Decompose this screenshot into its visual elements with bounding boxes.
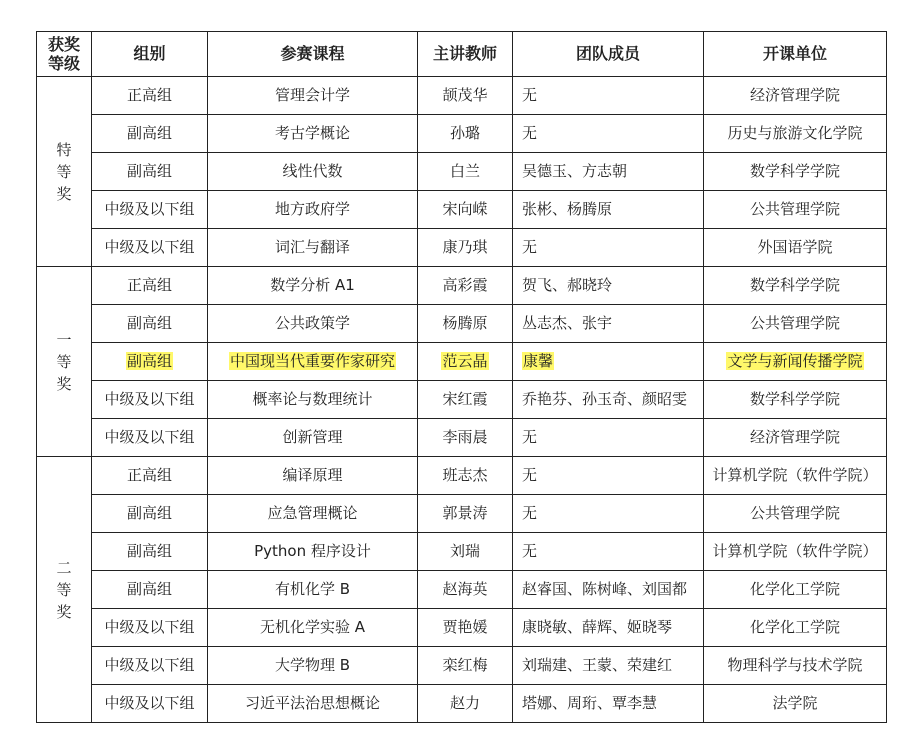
group-cell-text: 正高组	[126, 275, 172, 294]
course-cell-text: 创新管理	[282, 427, 343, 446]
unit-cell-text: 经济管理学院	[749, 85, 840, 104]
teacher-cell-text: 孙璐	[449, 123, 480, 142]
group-cell	[92, 419, 208, 457]
award-level-char: 特	[56, 140, 72, 159]
group-cell-text: 中级及以下组	[104, 617, 195, 636]
course-cell-text: 编译原理	[282, 465, 343, 484]
unit-cell	[704, 457, 887, 495]
group-cell-text: 副高组	[126, 541, 172, 560]
header-team: 团队成员	[513, 32, 704, 77]
group-cell	[92, 685, 208, 723]
team-cell	[513, 191, 704, 229]
team-cell	[513, 495, 704, 533]
unit-cell-text: 物理科学与技术学院	[727, 655, 863, 674]
teacher-cell	[418, 457, 513, 495]
course-cell	[208, 77, 418, 115]
teacher-cell	[418, 191, 513, 229]
group-cell-text: 副高组	[126, 313, 172, 332]
group-cell-text: 中级及以下组	[104, 199, 195, 218]
team-cell	[513, 115, 704, 153]
unit-cell	[704, 533, 887, 571]
teacher-cell-text: 赵海英	[442, 579, 488, 598]
teacher-cell-text: 宋红霞	[442, 389, 488, 408]
team-cell	[513, 343, 704, 381]
team-cell-text: 无	[522, 541, 538, 560]
table-row	[37, 267, 887, 305]
table-row	[37, 115, 887, 153]
course-cell	[208, 381, 418, 419]
unit-cell-text: 数学科学学院	[749, 275, 840, 294]
course-cell	[208, 305, 418, 343]
team-cell	[513, 305, 704, 343]
group-cell-text: 副高组	[126, 161, 172, 180]
unit-cell-text: 经济管理学院	[749, 427, 840, 446]
course-cell-text: 中国现当代重要作家研究	[229, 351, 395, 370]
team-cell-text: 无	[522, 237, 538, 256]
course-cell-text: 数学分析 A1	[270, 275, 355, 294]
teacher-cell	[418, 77, 513, 115]
unit-cell-text: 法学院	[772, 693, 818, 712]
group-cell-text: 中级及以下组	[104, 427, 195, 446]
team-cell	[513, 229, 704, 267]
teacher-cell-text: 宋向嵘	[442, 199, 488, 218]
award-level-char: 奖	[56, 602, 72, 621]
teacher-cell	[418, 495, 513, 533]
team-cell-text: 乔艳芬、孙玉奇、颜昭雯	[522, 389, 688, 408]
team-cell-text: 无	[522, 427, 538, 446]
header-level-line2: 等级	[47, 54, 80, 73]
teacher-cell-text: 赵力	[449, 693, 480, 712]
header-level	[37, 32, 92, 77]
group-cell	[92, 533, 208, 571]
unit-cell-text: 化学化工学院	[749, 579, 840, 598]
course-cell-text: 无机化学实验 A	[259, 617, 366, 636]
team-cell	[513, 153, 704, 191]
course-cell-text: 管理会计学	[274, 85, 350, 104]
team-cell	[513, 647, 704, 685]
table-row	[37, 647, 887, 685]
course-cell	[208, 229, 418, 267]
team-cell-text: 塔娜、周珩、覃李慧	[522, 693, 658, 712]
team-cell-text: 康晓敏、薛辉、姬晓琴	[522, 617, 673, 636]
unit-cell-text: 化学化工学院	[749, 617, 840, 636]
teacher-cell-text: 康乃琪	[442, 237, 488, 256]
teacher-cell	[418, 571, 513, 609]
group-cell	[92, 115, 208, 153]
team-cell	[513, 419, 704, 457]
teacher-cell	[418, 419, 513, 457]
unit-cell	[704, 571, 887, 609]
teacher-cell	[418, 115, 513, 153]
award-level-char: 二	[56, 558, 72, 577]
course-cell-text: 应急管理概论	[267, 503, 358, 522]
teacher-cell-text: 栾红梅	[442, 655, 488, 674]
header-group: 组别	[92, 32, 208, 77]
unit-cell	[704, 115, 887, 153]
teacher-cell	[418, 685, 513, 723]
table-row	[37, 495, 887, 533]
teacher-cell-text: 郭景涛	[442, 503, 488, 522]
group-cell-text: 中级及以下组	[104, 389, 195, 408]
team-cell-text: 赵睿国、陈树峰、刘国都	[522, 579, 688, 598]
unit-cell	[704, 305, 887, 343]
team-cell-text: 丛志杰、张宇	[522, 313, 613, 332]
teacher-cell-text: 杨腾原	[442, 313, 488, 332]
unit-cell-text: 公共管理学院	[749, 313, 840, 332]
course-cell	[208, 457, 418, 495]
teacher-cell	[418, 305, 513, 343]
group-cell-text: 副高组	[126, 123, 172, 142]
course-cell-text: 有机化学 B	[274, 579, 351, 598]
course-cell	[208, 685, 418, 723]
award-level-char: 一	[56, 330, 72, 349]
header-row	[37, 32, 887, 77]
unit-cell	[704, 609, 887, 647]
group-cell-text: 副高组	[126, 351, 172, 370]
group-cell	[92, 609, 208, 647]
header-course: 参赛课程	[208, 32, 418, 77]
group-cell-text: 副高组	[126, 503, 172, 522]
table-row	[37, 305, 887, 343]
award-level-char: 奖	[56, 374, 72, 393]
group-cell	[92, 457, 208, 495]
unit-cell	[704, 685, 887, 723]
unit-cell	[704, 153, 887, 191]
unit-cell-text: 数学科学学院	[749, 161, 840, 180]
course-cell	[208, 495, 418, 533]
course-cell	[208, 115, 418, 153]
unit-cell-text: 计算机学院（软件学院）	[712, 465, 878, 484]
award-level-char: 等	[56, 580, 72, 599]
unit-cell-text: 计算机学院（软件学院）	[712, 541, 878, 560]
teacher-cell	[418, 609, 513, 647]
course-cell	[208, 571, 418, 609]
group-cell	[92, 305, 208, 343]
team-cell-text: 康馨	[523, 351, 554, 370]
header-unit: 开课单位	[704, 32, 887, 77]
group-cell	[92, 191, 208, 229]
teacher-cell	[418, 343, 513, 381]
table-row	[37, 457, 887, 495]
group-cell-text: 中级及以下组	[104, 237, 195, 256]
teacher-cell-text: 李雨晨	[442, 427, 488, 446]
unit-cell	[704, 495, 887, 533]
award-level-char: 奖	[56, 184, 72, 203]
group-cell	[92, 495, 208, 533]
course-cell-text: 词汇与翻译	[274, 237, 350, 256]
table-row	[37, 685, 887, 723]
course-cell	[208, 267, 418, 305]
team-cell-text: 张彬、杨腾原	[522, 199, 613, 218]
group-cell	[92, 381, 208, 419]
course-cell	[208, 419, 418, 457]
team-cell	[513, 609, 704, 647]
teacher-cell-text: 范云晶	[442, 351, 488, 370]
award-level-char: 等	[56, 162, 72, 181]
group-cell	[92, 571, 208, 609]
course-cell-text: 线性代数	[282, 161, 343, 180]
course-cell	[208, 609, 418, 647]
teacher-cell	[418, 229, 513, 267]
teacher-cell-text: 颉茂华	[442, 85, 488, 104]
group-cell	[92, 77, 208, 115]
group-cell-text: 正高组	[126, 465, 172, 484]
group-cell	[92, 229, 208, 267]
unit-cell-text: 公共管理学院	[749, 199, 840, 218]
course-cell	[208, 191, 418, 229]
table-row	[37, 609, 887, 647]
table-row	[37, 381, 887, 419]
course-cell-text: 公共政策学	[274, 313, 350, 332]
course-cell-text: 大学物理 B	[274, 655, 351, 674]
group-cell	[92, 343, 208, 381]
team-cell-text: 无	[522, 123, 538, 142]
team-cell-text: 贺飞、郝晓玲	[522, 275, 613, 294]
teacher-cell-text: 刘瑞	[449, 541, 480, 560]
group-cell	[92, 267, 208, 305]
teacher-cell-text: 班志杰	[442, 465, 488, 484]
unit-cell	[704, 77, 887, 115]
teacher-cell-text: 白兰	[449, 161, 480, 180]
group-cell-text: 正高组	[126, 85, 172, 104]
team-cell-text: 刘瑞建、王蒙、荣建红	[522, 655, 673, 674]
course-cell	[208, 343, 418, 381]
teacher-cell-text: 贾艳媛	[442, 617, 488, 636]
team-cell	[513, 571, 704, 609]
table-row	[37, 153, 887, 191]
header-teacher: 主讲教师	[418, 32, 513, 77]
awards-table	[36, 31, 887, 723]
team-cell-text: 无	[522, 503, 538, 522]
unit-cell	[704, 647, 887, 685]
team-cell-text: 吴德玉、方志朝	[522, 161, 628, 180]
unit-cell	[704, 343, 887, 381]
unit-cell-text: 历史与旅游文化学院	[727, 123, 863, 142]
course-cell-text: 概率论与数理统计	[252, 389, 373, 408]
award-level-char: 等	[56, 352, 72, 371]
teacher-cell	[418, 533, 513, 571]
course-cell-text: Python 程序设计	[254, 541, 371, 560]
team-cell	[513, 77, 704, 115]
table-row	[37, 191, 887, 229]
team-cell	[513, 533, 704, 571]
unit-cell-text: 公共管理学院	[749, 503, 840, 522]
group-cell-text: 副高组	[126, 579, 172, 598]
table-body	[37, 77, 887, 723]
teacher-cell	[418, 647, 513, 685]
table-row	[37, 343, 887, 381]
group-cell-text: 中级及以下组	[104, 693, 195, 712]
unit-cell-text: 文学与新闻传播学院	[727, 351, 863, 370]
unit-cell	[704, 419, 887, 457]
award-level-cell	[37, 457, 92, 723]
table-row	[37, 77, 887, 115]
unit-cell	[704, 381, 887, 419]
course-cell	[208, 647, 418, 685]
team-cell-text: 无	[522, 465, 538, 484]
group-cell-text: 中级及以下组	[104, 655, 195, 674]
group-cell	[92, 153, 208, 191]
award-level-cell	[37, 267, 92, 457]
teacher-cell-text: 高彩霞	[442, 275, 488, 294]
table-row	[37, 571, 887, 609]
table-row	[37, 419, 887, 457]
award-level-cell	[37, 77, 92, 267]
teacher-cell	[418, 381, 513, 419]
group-cell	[92, 647, 208, 685]
course-cell-text: 考古学概论	[274, 123, 350, 142]
team-cell	[513, 267, 704, 305]
course-cell	[208, 533, 418, 571]
course-cell-text: 地方政府学	[274, 199, 350, 218]
team-cell-text: 无	[522, 85, 538, 104]
table-row	[37, 533, 887, 571]
team-cell	[513, 381, 704, 419]
table-row	[37, 229, 887, 267]
unit-cell-text: 外国语学院	[757, 237, 833, 256]
teacher-cell	[418, 267, 513, 305]
unit-cell	[704, 191, 887, 229]
unit-cell-text: 数学科学学院	[749, 389, 840, 408]
header-level-line1: 获奖	[47, 35, 80, 54]
course-cell-text: 习近平法治思想概论	[244, 693, 380, 712]
team-cell	[513, 457, 704, 495]
course-cell	[208, 153, 418, 191]
unit-cell	[704, 267, 887, 305]
unit-cell	[704, 229, 887, 267]
team-cell	[513, 685, 704, 723]
teacher-cell	[418, 153, 513, 191]
